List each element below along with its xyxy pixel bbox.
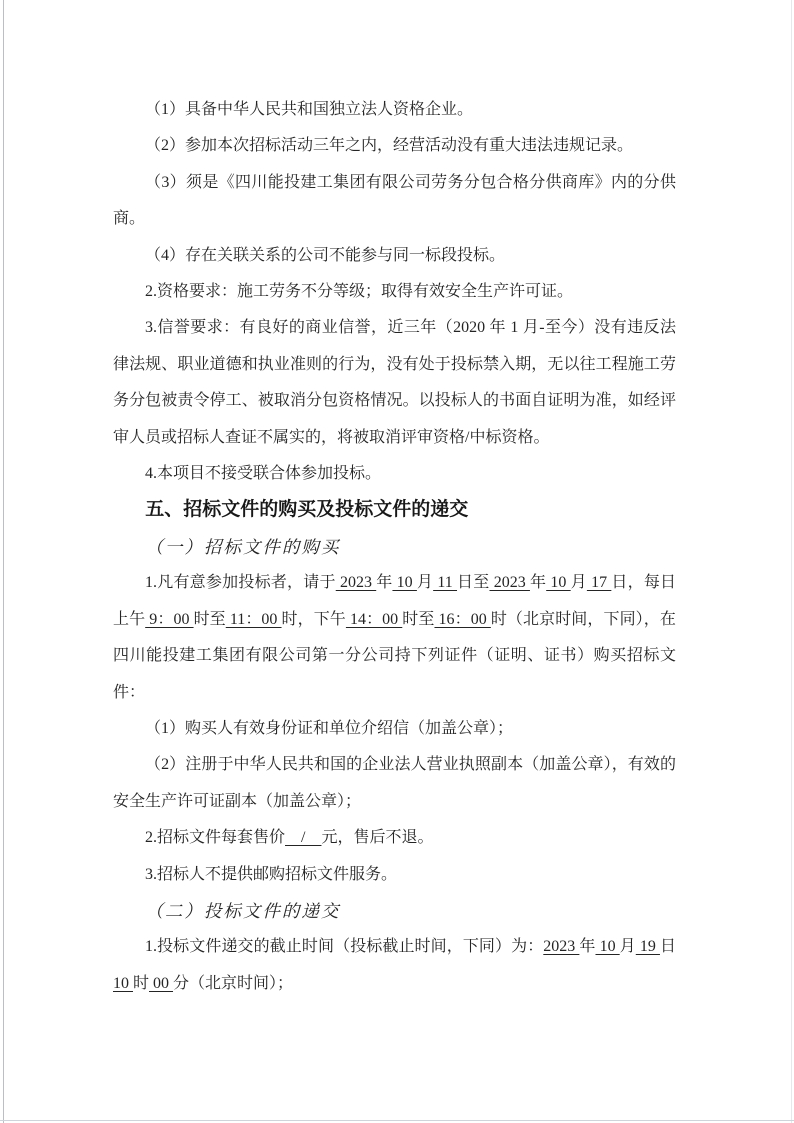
paragraph: [113, 820, 676, 856]
paragraph: [113, 274, 676, 310]
underlined-fill-in: 11: [433, 574, 458, 592]
subsection-heading: [113, 893, 676, 929]
text-run: 时至: [193, 610, 226, 628]
text-run: 月: [570, 574, 587, 592]
paragraph: [113, 238, 676, 274]
text-run: 3.招标人不提供邮购招标文件服务。: [145, 865, 398, 883]
text-run: 2.招标文件每套售价: [145, 829, 286, 847]
text-run: 2.资格要求：施工劳务不分等级；取得有效安全生产许可证。: [145, 283, 574, 301]
paragraph: [113, 711, 676, 747]
text-run: 时，下午: [281, 610, 346, 628]
text-run: 分（北京时间）；: [173, 974, 294, 992]
underlined-fill-in: 9：00: [145, 610, 194, 628]
paragraph: [113, 92, 676, 128]
paragraph: [113, 165, 676, 238]
text-run: 时（北京时间，下同），在四川能投建工集团有限公司第一分公司持下列证件（证明、证书）购买招标文件：: [113, 610, 676, 701]
text-run: 1.凡有意参加投标者，请于: [145, 574, 336, 592]
scan-edge-right: [791, 0, 792, 1123]
underlined-fill-in: 14：00: [345, 610, 403, 628]
text-run: 年: [376, 574, 393, 592]
paragraph: [113, 857, 676, 893]
text-run: 时至: [402, 610, 435, 628]
text-run: 日，每日上午: [113, 574, 677, 628]
underlined-fill-in: 10: [595, 938, 620, 956]
underlined-fill-in: 2023: [489, 574, 530, 592]
text-run: （一）招标文件的购买: [145, 536, 341, 557]
underlined-fill-in: 19: [635, 938, 660, 956]
text-run: （二）投标文件的递交: [145, 900, 341, 921]
underlined-fill-in: 17: [586, 574, 612, 592]
paragraph: [113, 310, 676, 456]
underlined-fill-in: 10: [546, 574, 571, 592]
text-run: （3）须是《四川能投建工集团有限公司劳务分包合格分供商库》内的分供商。: [113, 173, 676, 228]
underlined-fill-in: 10: [113, 974, 133, 992]
subsection-heading: [113, 529, 676, 565]
text-run: 五、招标文件的购买及投标文件的递交: [145, 499, 469, 521]
scan-edge-bottom: [0, 1120, 794, 1121]
text-run: （2）参加本次招标活动三年之内，经营活动没有重大违法违规记录。: [145, 137, 634, 155]
paragraph: [113, 128, 676, 164]
underlined-fill-in: 10: [392, 574, 417, 592]
scan-edge-left: [3, 0, 4, 1123]
text-run: 月: [416, 574, 434, 592]
text-run: 时: [133, 974, 150, 992]
text-run: （2）注册于中华人民共和国的企业法人营业执照副本（加盖公章），有效的安全生产许可证副本（加盖公章）；: [113, 756, 676, 810]
underlined-fill-in: 2023: [543, 938, 580, 956]
text-run: 年: [529, 574, 547, 592]
text-run: 日至: [457, 574, 490, 592]
text-run: 元，售后不退。: [321, 829, 434, 847]
underlined-fill-in: 00: [149, 974, 174, 992]
underlined-fill-in: /: [285, 829, 322, 847]
underlined-fill-in: 2023: [335, 574, 377, 592]
text-run: （1）购买人有效身份证和单位介绍信（加盖公章）；: [145, 719, 514, 737]
text-run: （1）具备中华人民共和国独立法人资格企业。: [145, 101, 474, 118]
paragraph: [113, 565, 676, 711]
document-content: [113, 92, 676, 1002]
underlined-fill-in: 11：00: [225, 610, 282, 628]
paragraph: [113, 747, 676, 820]
text-run: 月: [619, 938, 636, 956]
underlined-fill-in: 16：00: [434, 610, 491, 628]
text-run: 3.信誉要求：有良好的商业信誉，近三年（2020 年 1 月-至今）没有违反法律法规、职业道德和执业准则的行为，没有处于投标禁入期，无以往工程施工劳务分包被责令停工、被取消分包资格情况。以投标人的书面自证明为准，如经评审人员或招标人查证不属实的，将被取消评审资格/中标资格。: [113, 319, 676, 446]
text-run: 1.投标文件递交的截止时间（投标截止时间，下同）为：: [145, 938, 544, 956]
paragraph: [113, 456, 676, 492]
paragraph: [113, 929, 676, 1002]
section-heading: [113, 492, 676, 528]
text-run: 年: [579, 938, 596, 956]
text-run: 日: [659, 938, 676, 956]
text-run: 4.本项目不接受联合体参加投标。: [145, 465, 382, 483]
text-run: （4）存在关联关系的公司不能参与同一标段投标。: [145, 246, 506, 264]
